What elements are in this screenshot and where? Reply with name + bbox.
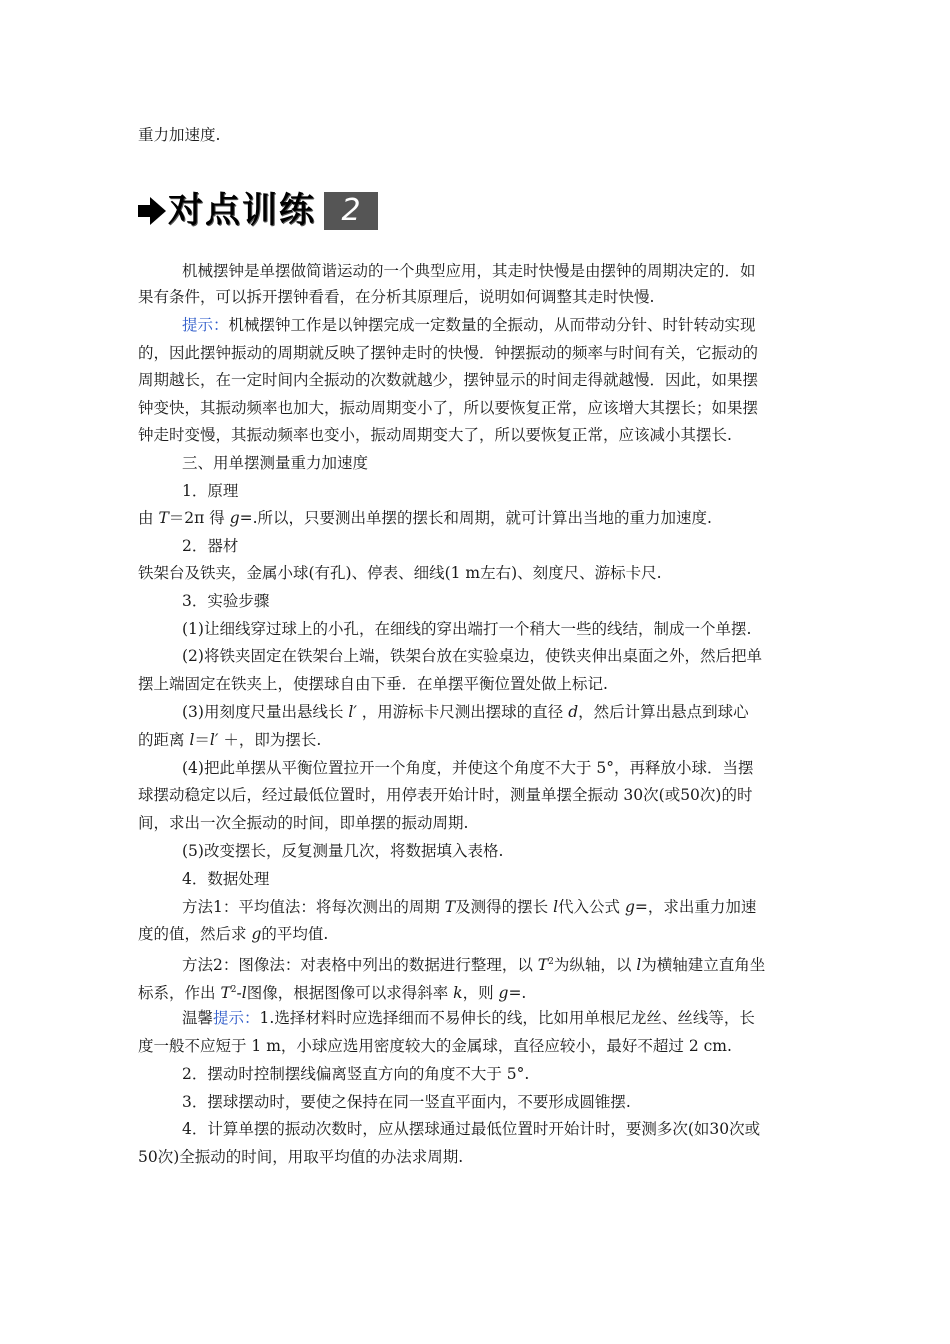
hint-line-4: 钟变快，其振动频率也加大，振动周期变小了，所以要恢复正常，应该增大其摆长；如果摆 bbox=[138, 399, 759, 417]
step-3-line-2: 的距离 l＝l′ ＋，即为摆长. bbox=[138, 731, 322, 749]
banner-number: 2 bbox=[324, 192, 378, 230]
tip-label: 提示： bbox=[213, 1009, 260, 1027]
step-2-line-2: 摆上端固定在铁夹上，使摆球自由下垂．在单摆平衡位置处做上标记. bbox=[138, 675, 608, 693]
subheading-equipment: 2．器材 bbox=[182, 537, 239, 555]
tip-line-1: 温馨提示：1.选择材料时应选择细而不易伸长的线，比如用单根尼龙丝、丝线等，长 bbox=[182, 1009, 755, 1027]
question-line-1: 机械摆钟是单摆做简谐运动的一个典型应用，其走时快慢是由摆钟的周期决定的．如 bbox=[182, 262, 756, 280]
hint-line-1: 提示：机械摆钟工作是以钟摆完成一定数量的全振动，从而带动分针、时针转动实现 bbox=[182, 316, 756, 334]
equipment-text: 铁架台及铁夹，金属小球(有孔)、停表、细线(1 m左右)、刻度尺、游标卡尺. bbox=[138, 564, 662, 582]
hint-line-5: 钟走时变慢，其振动频率也变小，振动周期变大了，所以要恢复正常，应该减小其摆长. bbox=[138, 426, 732, 444]
method-2-line-2: 标系，作出 $T^2-l$图像，根据图像可以求得斜率 k，则 g=. bbox=[138, 984, 527, 1002]
step-4-line-3: 间，求出一次全振动的时间，即单摆的振动周期. bbox=[138, 814, 469, 832]
arrow-right-icon bbox=[138, 193, 168, 229]
step-4-line-1: (4)把此单摆从平衡位置拉开一个角度，并使这个角度不大于 5°，再释放小球．当摆 bbox=[182, 759, 754, 777]
principle-text: 由 T＝2π 得 g=.所以，只要测出单摆的摆长和周期，就可计算出当地的重力加速度. bbox=[138, 509, 712, 527]
banner-title: 对点训练 bbox=[168, 191, 317, 231]
method-1-line-1: 方法1：平均值法：将每次测出的周期 T及测得的摆长 l代入公式 g=，求出重力加速 bbox=[182, 898, 757, 916]
step-2-line-1: (2)将铁夹固定在铁架台上端，铁架台放在实验桌边，使铁夹伸出桌面之外，然后把单 bbox=[182, 647, 762, 665]
subheading-principle: 1．原理 bbox=[182, 482, 239, 500]
tip-4-line-1: 4．计算单摆的振动次数时，应从摆球通过最低位置时开始计时，要测多次(如30次或 bbox=[182, 1120, 761, 1138]
subheading-steps: 3．实验步骤 bbox=[182, 592, 270, 610]
step-1: (1)让细线穿过球上的小孔，在细线的穿出端打一个稍大一些的线结，制成一个单摆. bbox=[182, 620, 752, 638]
hint-line-2: 的，因此摆钟振动的周期就反映了摆钟走时的快慢．钟摆振动的频率与时间有关，它振动的 bbox=[138, 344, 759, 362]
hint-line-3: 周期越长，在一定时间内全振动的次数就越少，摆钟显示的时间走得就越慢．因此，如果摆 bbox=[138, 371, 759, 389]
step-5: (5)改变摆长，反复测量几次，将数据填入表格. bbox=[182, 842, 504, 860]
section-heading: 三、用单摆测量重力加速度 bbox=[182, 454, 369, 472]
subheading-data: 4．数据处理 bbox=[182, 870, 270, 888]
hint-label: 提示： bbox=[182, 316, 229, 334]
step-3-line-1: (3)用刻度尺量出悬线长 l′ ，用游标卡尺测出摆球的直径 d，然后计算出悬点到球心 bbox=[182, 703, 749, 721]
step-4-line-2: 球摆动稳定以后，经过最低位置时，用停表开始计时，测量单摆全振动 30次(或50次)的时 bbox=[138, 786, 753, 804]
tip-4-line-2: 50次)全振动的时间，用取平均值的办法求周期. bbox=[138, 1148, 464, 1166]
section-banner bbox=[138, 189, 378, 233]
question-line-2: 果有条件，可以拆开摆钟看看，在分析其原理后，说明如何调整其走时快慢. bbox=[138, 288, 655, 306]
method-1-line-2: 度的值，然后求 g的平均值. bbox=[138, 925, 329, 943]
tip-line-2: 度一般不应短于 1 m，小球应选用密度较大的金属球，直径应较小，最好不超过 2 cm. bbox=[138, 1037, 732, 1055]
continuation-text: 重力加速度. bbox=[138, 126, 221, 144]
method-2-line-1: 方法2：图像法：对表格中列出的数据进行整理，以 $T^2$为纵轴，以 l为横轴建立直角坐 bbox=[182, 956, 766, 974]
tip-3: 3．摆球摆动时，要使之保持在同一竖直平面内，不要形成圆锥摆. bbox=[182, 1093, 631, 1111]
tip-2: 2．摆动时控制摆线偏离竖直方向的角度不大于 5°. bbox=[182, 1065, 530, 1083]
